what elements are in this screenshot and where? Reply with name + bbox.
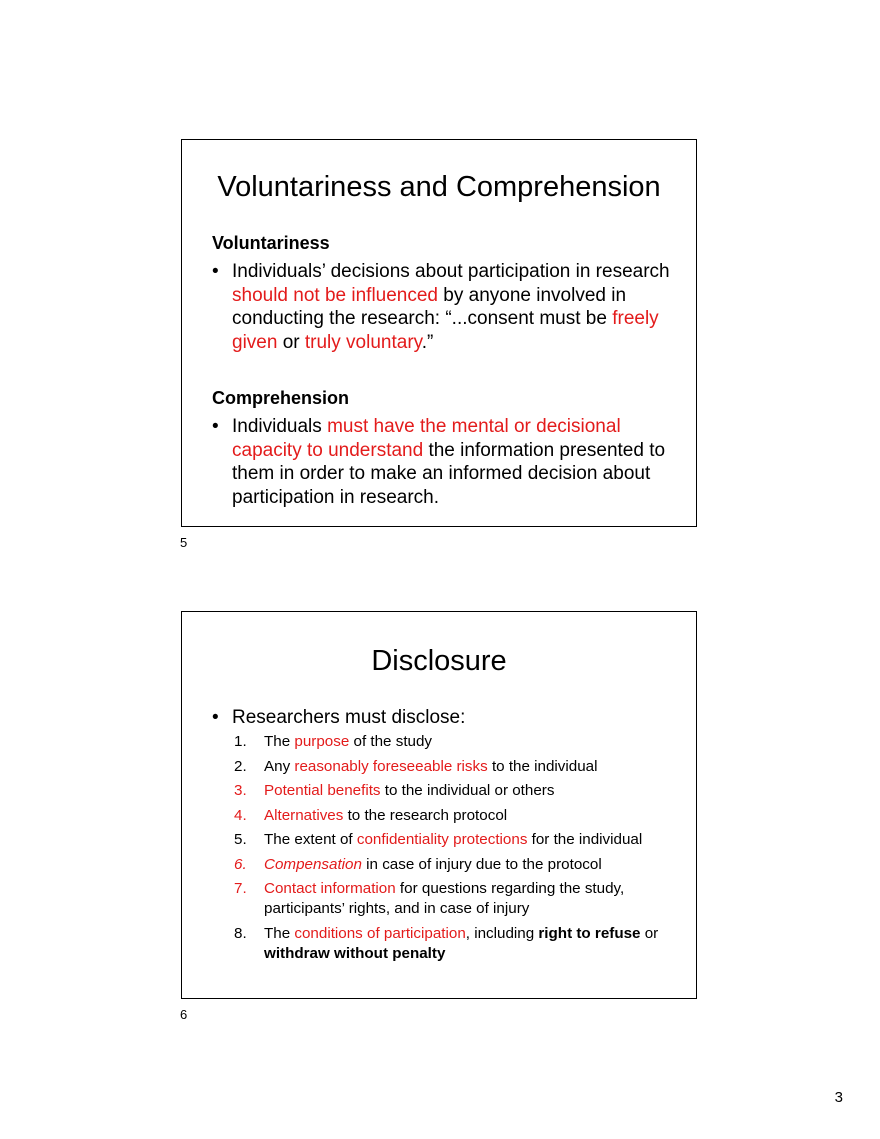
list-item: 1. The purpose of the study — [234, 733, 433, 750]
bullet-dot: • — [212, 416, 219, 437]
slide-5 — [181, 139, 697, 527]
highlight-text: truly voluntary — [304, 331, 422, 353]
disclosure-intro-bullet: • Researchers must disclose: — [212, 707, 466, 728]
comprehension-heading: Comprehension — [212, 388, 350, 408]
highlight-text: should not be influenced — [232, 284, 438, 306]
list-item: 3. Potential benefits to the individual or others — [234, 782, 555, 799]
bullet-dot: • — [212, 261, 219, 282]
list-item: 5. The extent of confidentiality protections for the individual — [234, 831, 643, 848]
slide-5-title: Voluntariness and Comprehension — [217, 171, 661, 203]
slide-number-5: 5 — [180, 535, 188, 550]
highlight-text: freely given — [232, 308, 659, 353]
list-item: 8. The conditions of participation, including right to refuse or withdraw without penalty — [234, 924, 659, 962]
slide-number-6: 6 — [180, 1007, 188, 1022]
list-item: 6. Compensation in case of injury due to the protocol — [234, 855, 602, 873]
highlight-text: must have the mental or decisional capacity to understand — [232, 416, 621, 461]
disclosure-list — [234, 732, 694, 968]
list-item: 2. Any reasonably foreseeable risks to the individual — [234, 757, 598, 775]
voluntariness-heading: Voluntariness — [212, 233, 330, 253]
comprehension-bullet: • Individuals must have the mental or decisional capacity to understand the information presented to them in order to make an informed decision about participation in research. — [212, 416, 666, 508]
bullet-dot: • — [212, 707, 219, 728]
list-item: 7. Contact information for questions regarding the study, participants’ rights, and in case of injury — [234, 880, 625, 917]
voluntariness-bullet: • Individuals’ decisions about participation in research should not be influenced by anyone involved in conducting the research: “...consent must be freely given or truly voluntary.” — [212, 261, 670, 353]
slide-6-title: Disclosure — [371, 645, 507, 677]
page-number: 3 — [834, 1089, 843, 1106]
slide-6 — [181, 611, 697, 999]
list-item: 4. Alternatives to the research protocol — [234, 806, 508, 824]
